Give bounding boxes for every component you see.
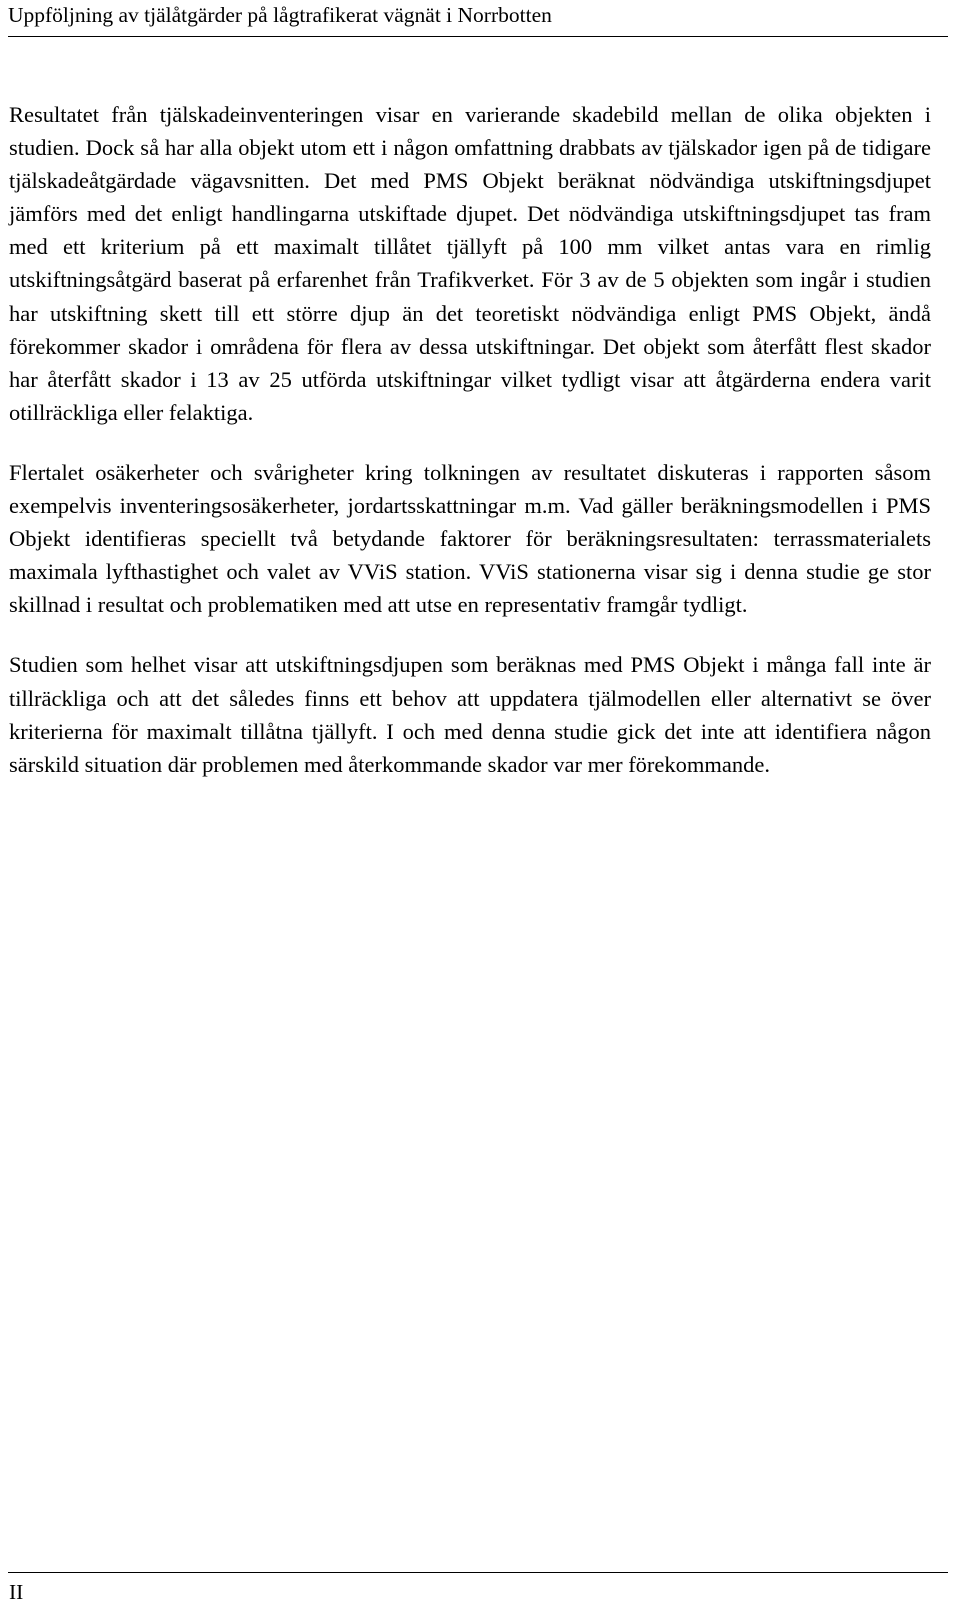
paragraph-results: Resultatet från tjälskadeinventeringen visar en varierande skadebild mellan de olika objekten i studien. Dock så har alla objekt utom ett i någon omfattning drabbats av tjälskador igen på de tidigare tjälskadeåtgärdade vägavsnitten. Det med PMS Objekt beräknat nödvändiga utskiftningsdjupet jämförs med det enligt handlingarna utskiftade djupet. Det nödvändiga utskiftningsdjupet tas fram med ett kriterium på ett maximalt tillåtet tjällyft på 100 mm vilket antas vara en rimlig utskiftningsåtgärd baserat på erfarenhet från Trafikverket. För 3 av de 5 objekten som ingår i studien har utskiftning skett till ett större djup än det teoretiskt nödvändiga enligt PMS Objekt, ändå förekommer skador i områdena för flera av dessa utskiftningar. Det objekt som återfått flest skador har återfått skador i 13 av 25 utförda utskiftningar vilket tydligt visar att åtgärderna endera varit otillräckliga eller felaktiga.: [9, 102, 931, 425]
page-header: [8, 0, 948, 37]
paragraph-conclusion: Studien som helhet visar att utskiftningsdjupen som beräknas med PMS Objekt i många fall inte är tillräckliga och att det således finns ett behov att uppdatera tjälmodellen eller alternativt se över kriterierna för maximalt tillåtna tjällyft. I och med denna studie gick det inte att identifiera någon särskild situation där problemen med återkommande skador var mer förekommande.: [9, 652, 931, 777]
page-footer: [8, 1572, 948, 1604]
running-header-title: Uppföljning av tjälåtgärder på lågtrafikerat vägnät i Norrbotten: [8, 3, 552, 27]
paragraph-uncertainties: Flertalet osäkerheter och svårigheter kring tolkningen av resultatet diskuteras i rapporten såsom exempelvis inventeringsosäkerheter, jordartsskattningar m.m. Vad gäller beräkningsmodellen i PMS Objekt identifieras speciellt två betydande faktorer för beräkningsresultaten: terrassmaterialets maximala lyfthastighet och valet av VViS station. VViS stationerna visar sig i denna studie ge stor skillnad i resultat och problematiken med att utse en representativ framgår tydligt.: [9, 459, 931, 618]
page-number: II: [9, 1580, 24, 1604]
body-text: [9, 98, 931, 808]
